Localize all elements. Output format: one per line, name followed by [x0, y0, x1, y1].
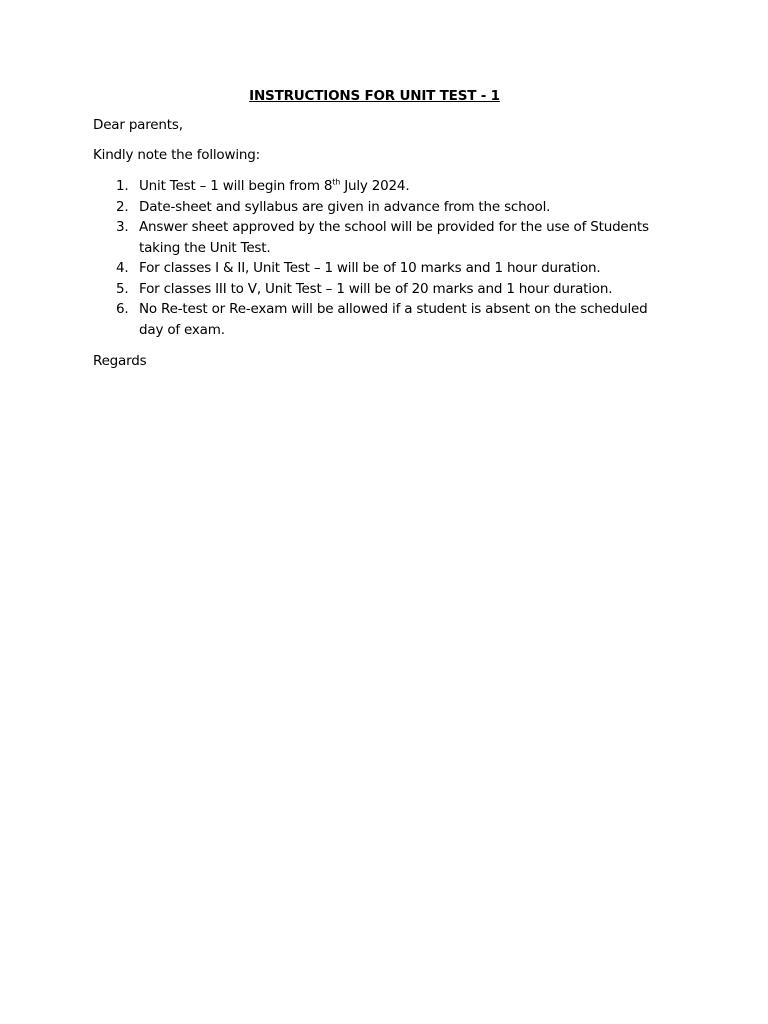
list-text: Unit Test – 1 will begin from 8th July 2024.	[139, 177, 410, 194]
list-item	[93, 176, 656, 197]
list-text: Date-sheet and syllabus are given in advance from the school.	[139, 198, 551, 215]
list-number: 5.	[116, 280, 129, 297]
list-number: 1.	[116, 178, 129, 194]
list-item	[93, 279, 656, 300]
intro-text: Kindly note the following:	[93, 147, 260, 163]
closing: Regards	[93, 353, 147, 369]
salutation: Dear parents,	[93, 117, 183, 133]
document-title: INSTRUCTIONS FOR UNIT TEST - 1	[249, 88, 500, 104]
instruction-list	[93, 176, 656, 340]
list-text: For classes III to V, Unit Test – 1 will be of 20 marks and 1 hour duration.	[139, 280, 613, 297]
list-item	[93, 197, 656, 218]
list-text: For classes I & II, Unit Test – 1 will be of 10 marks and 1 hour duration.	[139, 260, 601, 276]
list-text: Answer sheet approved by the school will be provided for the use of Students taking the Unit Test.	[139, 219, 649, 256]
list-item	[93, 299, 656, 340]
list-number: 4.	[116, 260, 129, 276]
list-item	[93, 217, 656, 258]
list-text: No Re-test or Re-exam will be allowed if a student is absent on the scheduled day of exam.	[139, 301, 648, 338]
superscript: th	[332, 177, 341, 187]
list-number: 6.	[116, 301, 129, 317]
list-number: 3.	[116, 219, 129, 235]
list-item	[93, 258, 656, 279]
list-number: 2.	[116, 198, 129, 215]
